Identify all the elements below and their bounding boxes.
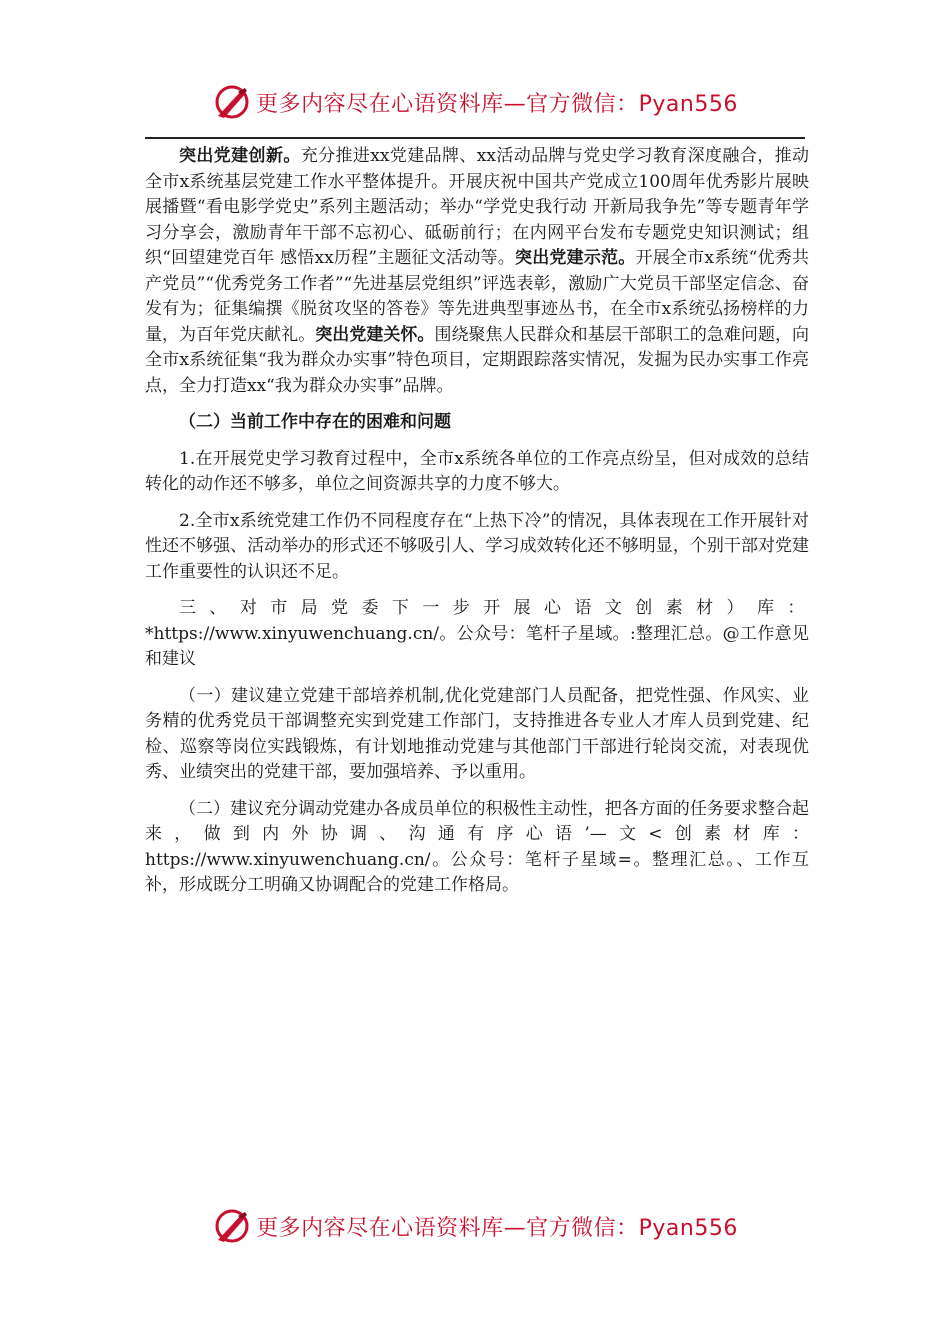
section-three-heading: 三、对市局党委下一步开展心语文创素材）库： <box>179 598 809 618</box>
section-three-rest: *https://www.xinyuwenchuang.cn/。公众号：笔杆子星域。:整理汇总。@工作意见和建议 <box>145 623 809 669</box>
paragraph-section-three <box>145 596 809 673</box>
paragraph-suggestion-2: （二）建议充分调动党建办各成员单位的积极性主动性，把各方面的任务要求整合起来，做到内外协调、沟通有序心语’—文<创素材库：https://www.xinyuwenchuang.cn/。公众号：笔杆子星域=。整理汇总。、工作互补，形成既分工明确又协调配合的党建工作格局。 <box>145 798 809 895</box>
paragraph-party-building-highlights <box>145 144 809 399</box>
paragraph-suggestion-1: （一）建议建立党建干部培养机制,优化党建部门人员配备，把党性强、作风实、业务精的优秀党员干部调整充实到党建工作部门，支持推进各专业人才库人员到党建、纪检、巡察等岗位实践锻炼，有计划地推动党建与其他部门干部进行轮岗交流，对表现优秀、业绩突出的党建干部，要加强培养、予以重用。 <box>145 685 809 782</box>
brush-seal-icon <box>212 1206 252 1246</box>
paragraph-problem-1: 1.在开展党史学习教育过程中，全市x系统各单位的工作亮点纷呈，但对成效的总结转化的动作还不够多，单位之间资源共享的力度不够大。 <box>145 448 809 494</box>
banner-text: 更多内容尽在心语资料库—官方微信：Pyan556 <box>256 91 738 117</box>
text-innovation: 充分推进xx党建品牌、xx活动品牌与党史学习教育深度融合，推动全市x系统基层党建工作水平整体提升。开展庆祝中国共产党成立100周年优秀影片展映展播暨“看电影学党史”系列主题活动；举办“学党史我行动 开新局我争先”等专题青年学习分享会，激励青年干部不忘初心、砥砺前行；在内网平台发布专题党史知识测试；组织“回望建党百年 感悟xx历程”主题征文活动等。 <box>145 146 809 268</box>
bold-heading-demonstration: 突出党建示范。 <box>515 248 636 268</box>
bold-heading-care: 突出党建关怀。 <box>315 324 435 345</box>
header-divider <box>145 137 805 139</box>
text-care: 围绕聚焦人民群众和基层干部职工的急难问题，向全市x系统征集“我为群众办实事”特色项目，定期跟踪落实情况，发掘为民办实事工作亮点，全力打造xx“我为群众办实事”品牌。 <box>145 324 810 396</box>
banner-text: 更多内容尽在心语资料库—官方微信：Pyan556 <box>256 1215 738 1241</box>
document-body <box>145 144 809 899</box>
brush-seal-icon <box>212 82 252 122</box>
paragraph-problem-2: 2.全市x系统党建工作仍不同程度存在“上热下冷”的情况，具体表现在工作开展针对性还不够强、活动举办的形式还不够吸引人、学习成效转化还不够明显，个别干部对党建工作重要性的认识还不足。 <box>145 510 809 582</box>
section-heading-problems: （二）当前工作中存在的困难和问题 <box>179 412 451 432</box>
bold-heading-innovation: 突出党建创新。 <box>179 146 301 166</box>
header-banner <box>0 78 950 126</box>
footer-banner <box>0 1202 950 1250</box>
text-demonstration: 开展全市x系统“优秀共产党员”“优秀党务工作者”“先进基层党组织”评选表彰，激励广大党员干部坚定信念、奋发有为；征集编撰《脱贫攻坚的答卷》等先进典型事迹丛书，在全市x系统弘扬榜样的力量，为百年党庆献礼。 <box>145 248 809 345</box>
